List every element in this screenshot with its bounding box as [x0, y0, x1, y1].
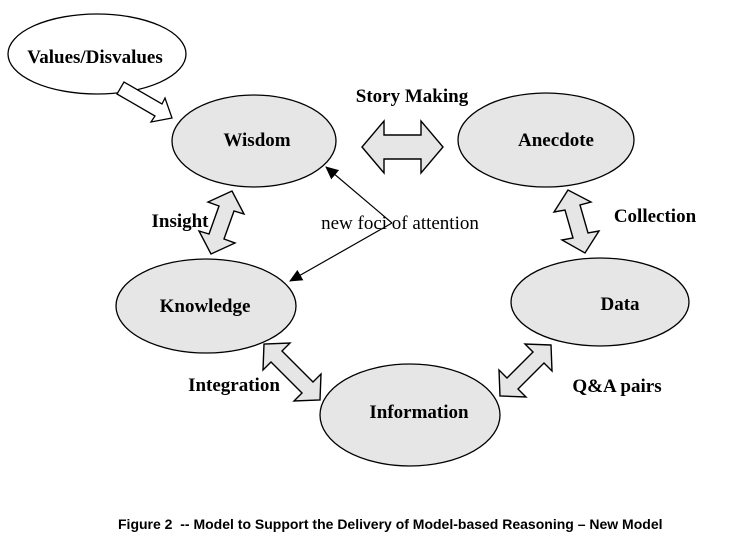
node-anecdote-label: Anecdote — [518, 130, 594, 151]
edge-integration-label: Integration — [188, 375, 280, 396]
node-values-label: Values/Disvalues — [27, 47, 163, 68]
collection-double-arrow — [554, 190, 599, 253]
node-wisdom-label: Wisdom — [223, 130, 291, 151]
story-making-double-arrow — [362, 121, 443, 173]
node-knowledge-label: Knowledge — [159, 296, 251, 317]
edge-collection-label: Collection — [613, 206, 697, 227]
figure-caption: Figure 2 -- Model to Support the Delivery of Model-based Reasoning – New Model — [118, 516, 663, 532]
edge-insight-label: Insight — [151, 211, 209, 232]
edge-story-making-label: Story Making — [355, 86, 469, 107]
node-data-label: Data — [600, 294, 640, 315]
qa-pairs-double-arrow — [499, 344, 552, 397]
new-foci-of-attention-label: new foci of attention — [321, 213, 479, 234]
node-information-label: Information — [369, 402, 469, 423]
edge-qa-pairs-label: Q&A pairs — [572, 376, 662, 397]
